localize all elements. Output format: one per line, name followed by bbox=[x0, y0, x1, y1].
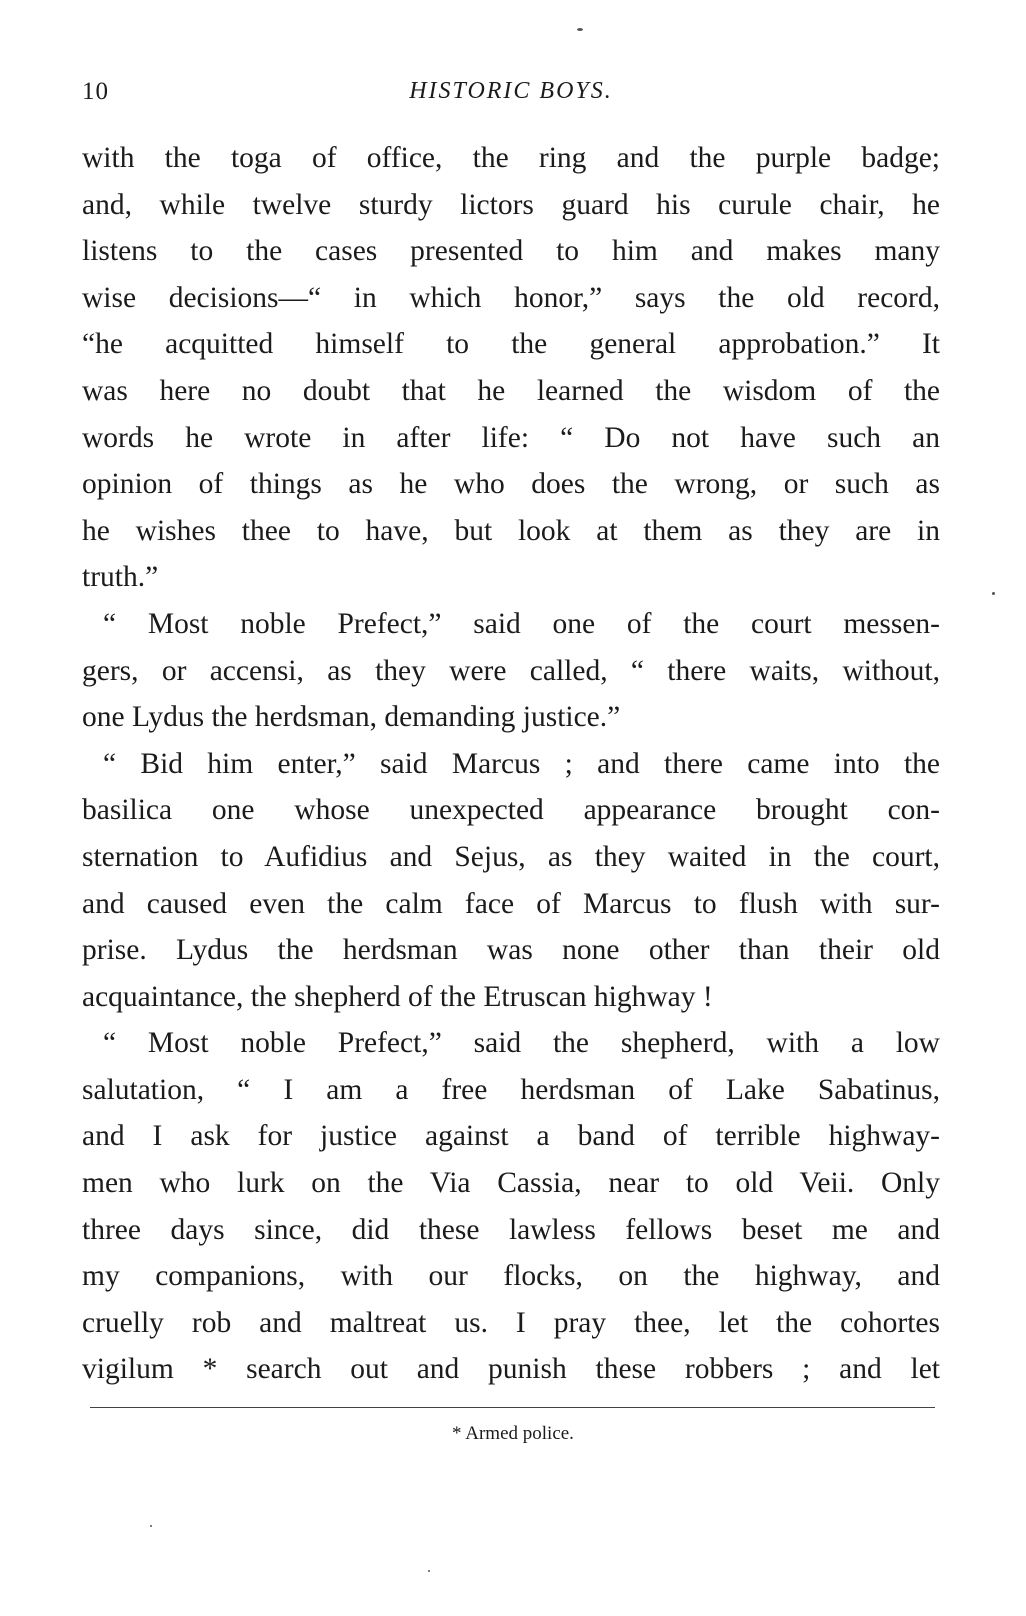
italic-term-vigilum: vigilum bbox=[82, 1353, 174, 1386]
italic-term-basilica: basilica bbox=[82, 794, 173, 827]
running-head bbox=[82, 78, 940, 114]
text-line: men who lurk on the Via Cassia, near to old Veii. Only bbox=[82, 1167, 940, 1200]
paragraph-3 bbox=[82, 741, 940, 1021]
page-number: 10 bbox=[82, 78, 109, 105]
text-line: opinion of things as he who does the wrong, or such as bbox=[82, 468, 940, 501]
paragraph-4 bbox=[82, 1020, 940, 1393]
text-line: acquaintance, the shepherd of the Etruscan highway ! bbox=[82, 980, 713, 1013]
paragraph-1 bbox=[82, 135, 940, 601]
text-line bbox=[82, 648, 940, 695]
text-line: truth.” bbox=[82, 561, 159, 594]
ink-speck bbox=[577, 28, 583, 31]
text-line: and caused even the calm face of Marcus to flush with sur- bbox=[82, 887, 940, 920]
footnote: * Armed police. bbox=[452, 1423, 574, 1444]
text-line: words he wrote in after life: “ Do not have such an bbox=[82, 421, 940, 454]
text-line: wise decisions—“ in which honor,” says the old record, bbox=[82, 281, 940, 314]
text-line: “ Bid him enter,” said Marcus ; and there came into the bbox=[103, 747, 940, 780]
text-line bbox=[82, 1346, 940, 1393]
italic-term-accensi: accensi, bbox=[209, 654, 304, 687]
running-title: HISTORIC BOYS. bbox=[409, 78, 613, 104]
ink-speck bbox=[150, 1525, 152, 1527]
text-line: sternation to Aufidius and Sejus, as they waited in the court, bbox=[82, 840, 940, 873]
footnote-rule bbox=[90, 1407, 935, 1408]
text-run: one whose unexpected appearance brought con- bbox=[172, 794, 940, 827]
text-line: three days since, did these lawless fellows beset me and bbox=[82, 1213, 940, 1246]
italic-term-cohortes: cohortes bbox=[840, 1306, 940, 1339]
text-line bbox=[82, 1300, 940, 1347]
text-line: he wishes thee to have, but look at them as they are in bbox=[82, 514, 940, 547]
text-line: one Lydus the herdsman, demanding justice.” bbox=[82, 701, 621, 734]
text-line: “ Most noble Prefect,” said the shepherd, with a low bbox=[103, 1027, 940, 1060]
text-line: prise. Lydus the herdsman was none other than their old bbox=[82, 934, 940, 967]
body-text bbox=[82, 135, 940, 1393]
text-run: * search out and punish these robbers ; and let bbox=[173, 1353, 940, 1386]
text-run: gers, or bbox=[82, 654, 210, 687]
ink-speck bbox=[992, 592, 995, 595]
text-line: and I ask for justice against a band of terrible highway- bbox=[82, 1120, 940, 1153]
text-run: as they were called, “ there waits, without, bbox=[303, 654, 940, 687]
text-line: with the toga of office, the ring and the purple badge; bbox=[82, 142, 940, 174]
ink-speck bbox=[428, 1570, 430, 1572]
text-run: cruelly rob and maltreat us. I pray thee, let the bbox=[82, 1306, 841, 1339]
text-line: salutation, “ I am a free herdsman of Lake Sabatinus, bbox=[82, 1073, 940, 1106]
text-line: “he acquitted himself to the general approbation.” It bbox=[82, 328, 940, 361]
paragraph-2 bbox=[82, 601, 940, 741]
text-line: listens to the cases presented to him and makes many bbox=[82, 235, 940, 268]
text-line: was here no doubt that he learned the wisdom of the bbox=[82, 374, 940, 407]
text-line: “ Most noble Prefect,” said one of the court messen- bbox=[103, 607, 940, 640]
text-line: and, while twelve sturdy lictors guard his curule chair, he bbox=[82, 188, 940, 221]
text-line: my companions, with our flocks, on the highway, and bbox=[82, 1260, 940, 1293]
text-line bbox=[82, 787, 940, 834]
